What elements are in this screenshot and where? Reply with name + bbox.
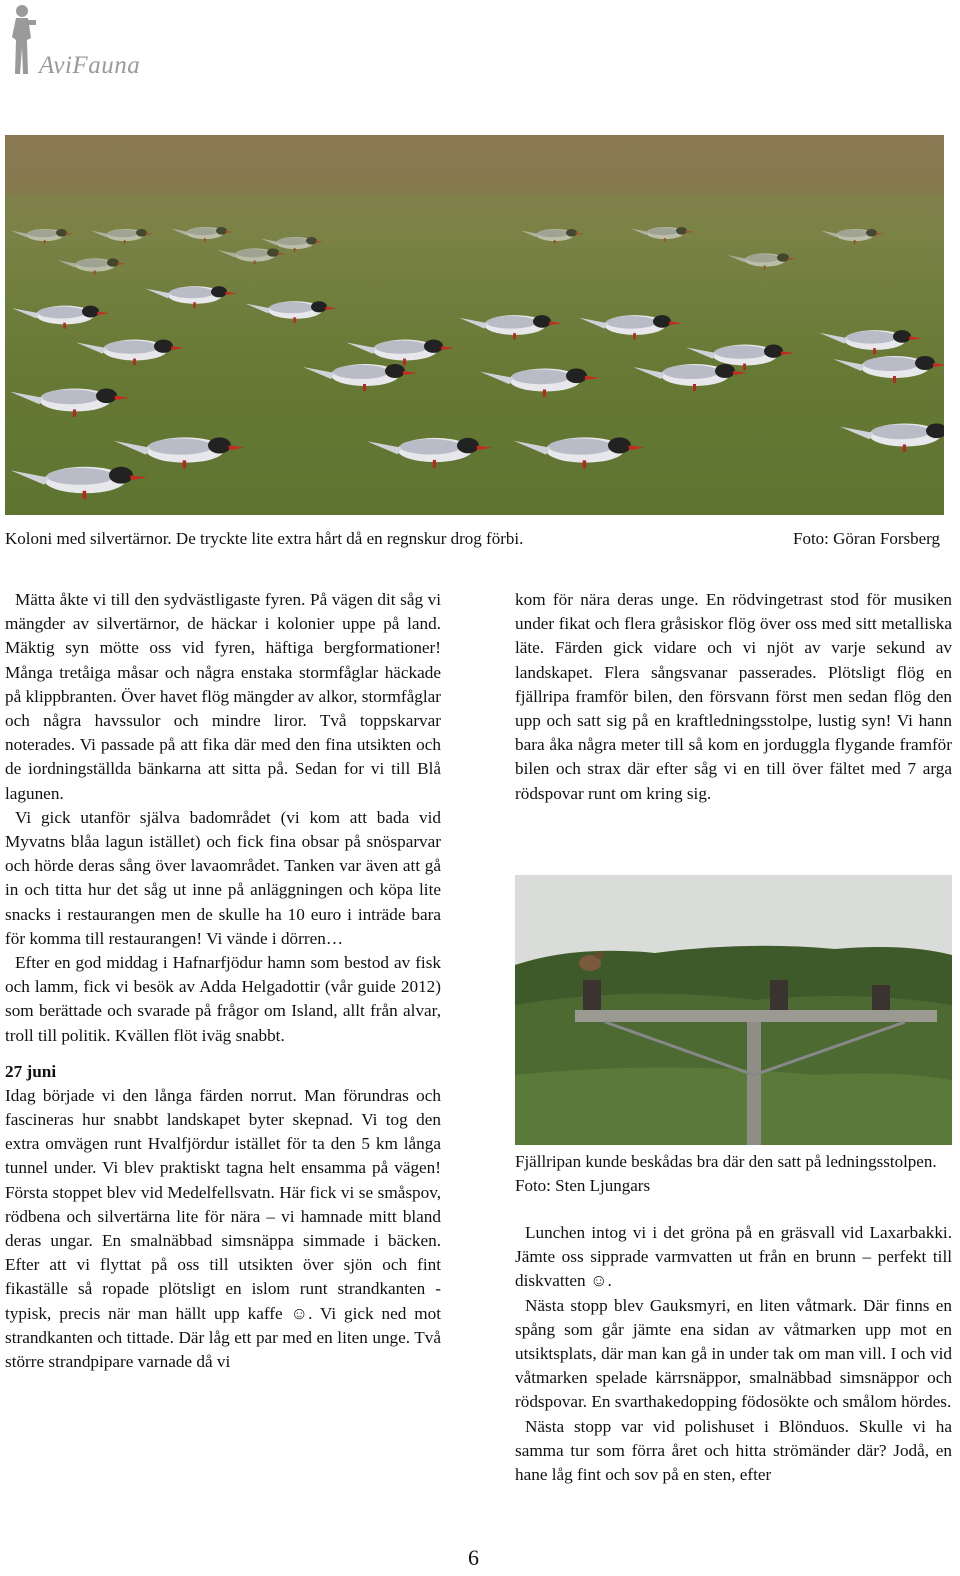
right-column-bottom bbox=[515, 1221, 952, 1487]
photo-credit: Foto: Sten Ljungars bbox=[515, 1176, 651, 1195]
photo-caption bbox=[5, 529, 940, 549]
paragraph: Nästa stopp var vid polishuset i Blönduos. Skulle vi ha samma tur som förra året och hitta strömänder där? Jodå, en hane låg fint och sov på en sten, efter bbox=[515, 1416, 952, 1485]
right-column-top bbox=[515, 588, 952, 806]
page-number: 6 bbox=[468, 1545, 479, 1570]
paragraph: kom för nära deras unge. En rödvingetrast stod för musiken under fikat och flera gråsiskor flög över oss med sitt metalliska läte. Färden gick vidare och vi njöt av varje sekund av landskapet. Flera sångsvanar passerades. Plötsligt flög en fjällripa framför bilen, den försvann först men sedan flög den upp och satt sig på en kraftledningsstolpe, lustig syn! Vi hann bara åka några meter till så kom en jorduggla flygande framför bilen och strax där efter såg vi en till över fältet med 7 arga rödspovar runt om kring sig. bbox=[515, 590, 952, 803]
paragraph: Nästa stopp blev Gauksmyri, en liten våtmark. Där finns en spång som går jämte ena sidan av våtmarken upp mot en utsiktsplats, där man kan gå in under tak om man vill. I och vid våtmarken spelade kärrsnäppor, smalnäbbad simsnäppor och rödspovar. En svarthakedopping födosökte och smålom hördes. bbox=[515, 1295, 952, 1412]
paragraph: Vi gick utanför själva badområdet (vi kom att bada vid Myvatns blåa lagun istället) och fick fina obsar på snösparvar och hörde deras sång över lavaområdet. Tanken var även att gå in och titta hur det såg ut inne på anläggningen och köpa lite snacks i restaurangen men de skulle ha 10 euro i inträde bara för komma till restaurangen! Vi vände i dörren… bbox=[5, 807, 441, 948]
caption-text: Fjällripan kunde beskådas bra där den satt på ledningsstolpen. bbox=[515, 1152, 937, 1171]
paragraph: Efter en god middag i Hafnarfjödur hamn som bestod av fisk och lamm, fick vi besök av Adda Helgadottir (vår guide 2012) som berättade och svarade på frågor om Island, allt från alvar, troll till politik. Kvällen flöt iväg snabbt. bbox=[5, 953, 441, 1045]
paragraph: Idag började vi den långa färden norrut. Man förundras och fascineras hur snabbt landskapet byter skepnad. Vi tog den extra omvägen runt Hvalfjördur istället för ta den 5 km långa tunnel under. Vi blev praktiskt tagna helt ensamma på vägen! Första stoppet blev vid Medelfellsvatn. Här fick vi se småspov, rödbena och silvertärna lite för nära – vi hamnade mitt bland deras ungar. En smalnäbbad simsnäppa simmade i bäcken. Efter att vi flyttat på oss till utsikten över sjön och fint fikaställe så ropade plötsligt en islom runt strandkanten - typisk, precis när man hällt upp kaffe ☺. Vi gick ned mot strandkanten och tittade. Där låg ett par med en liten unge. Två större strandpipare varnade då vi bbox=[5, 1085, 441, 1372]
tern-colony-photo bbox=[5, 135, 944, 515]
avifauna-logo bbox=[6, 4, 176, 80]
ptarmigan-photo bbox=[515, 875, 952, 1145]
caption-text: Koloni med silvertärnor. De tryckte lite extra hårt då en regnskur drog förbi. bbox=[5, 529, 524, 548]
section-heading: 27 juni bbox=[5, 1061, 57, 1081]
photo-credit: Foto: Göran Forsberg bbox=[792, 529, 940, 548]
left-column bbox=[5, 588, 441, 1374]
logo-text: AviFauna bbox=[39, 52, 141, 79]
birdwatcher-icon bbox=[6, 4, 40, 76]
paragraph: Lunchen intog vi i det gröna på en gräsvall vid Laxarbakki. Jämte oss sipprade varmvatten ut från en brunn – perfekt till diskvatten ☺. bbox=[515, 1223, 952, 1291]
photo-caption-2 bbox=[515, 1150, 952, 1198]
paragraph: Mätta åkte vi till den sydvästligaste fyren. På vägen dit såg vi mängder av silvertärnor, de häckar i kolonier uppe på land. Mäktig syn mötte oss vid fyren, häftiga bergformationer! Många tretåiga måsar och några enstaka stormfåglar häckade på klippbranten. Över havet flög mängder av alkor, stormfåglar och några havssulor och mindre liror. Två toppskarvar noterades. Vi passade på att fika där med den fina utsikten och de iordningställda bänkarna att sitta på. Sedan for vi till Blå lagunen. bbox=[5, 590, 441, 803]
